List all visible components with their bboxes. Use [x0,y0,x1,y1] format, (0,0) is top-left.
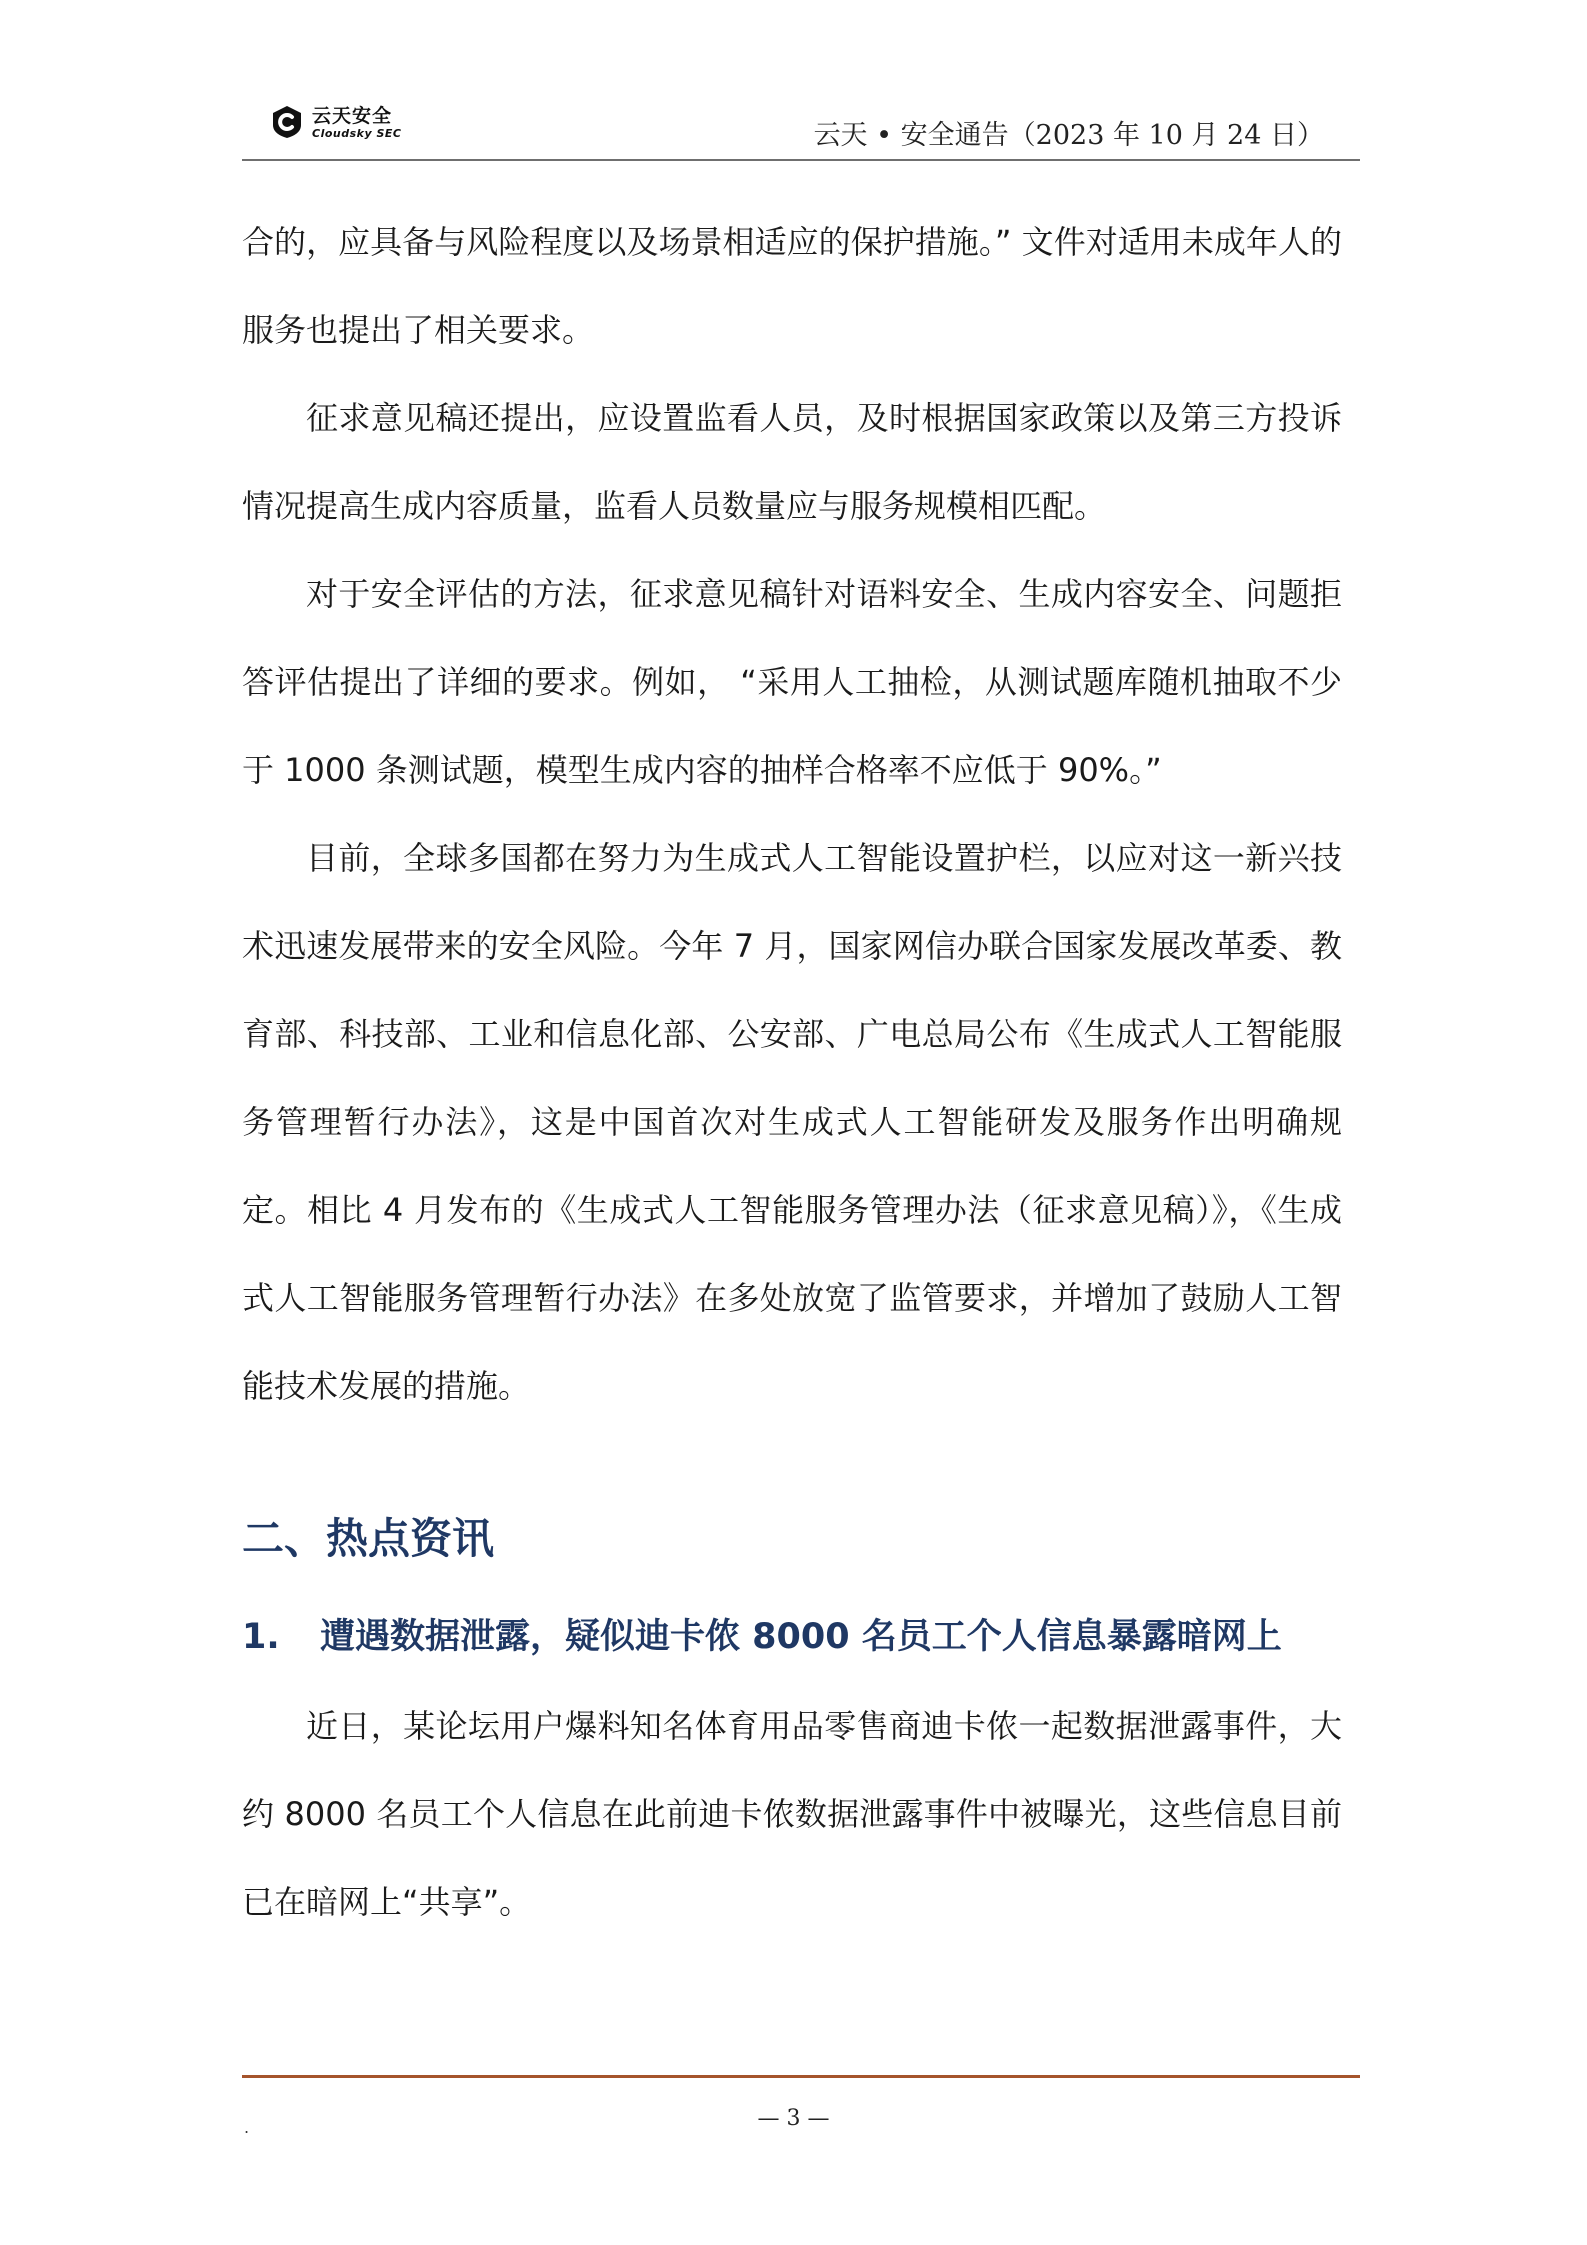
body-paragraph-3: 对于安全评估的方法，征求意见稿针对语料安全、生成内容安全、问题拒答评估提出了详细的要求。例如， “采用人工抽检，从测试题库随机抽取不少于 1000 条测试题，模型生成内容的抽样合格率不应低于 90%。” [242,575,1342,789]
cloudsky-logo-icon [270,105,304,139]
header-title: 云天 • 安全通告（2023 年 10 月 24 日） [813,120,1324,151]
header-divider [242,159,1360,161]
news-paragraph: 近日，某论坛用户爆料知名体育用品零售商迪卡侬一起数据泄露事件，大约 8000 名员工个人信息在此前迪卡侬数据泄露事件中被曝光，这些信息目前已在暗网上“共享”。 [242,1707,1342,1921]
footer-dot: . [244,2118,250,2137]
subheading-number: 1. [242,1617,280,1657]
logo-chinese-name: 云天安全 [312,105,393,127]
section-heading: 二、热点资讯 [242,1514,495,1563]
page-number: — 3 — [757,2106,830,2131]
body-paragraph-2: 征求意见稿还提出，应设置监看人员，及时根据国家政策以及第三方投诉情况提高生成内容质量，监看人员数量应与服务规模相匹配。 [242,399,1342,525]
subheading-text: 遭遇数据泄露，疑似迪卡侬 8000 名员工个人信息暴露暗网上 [320,1617,1282,1657]
body-paragraph-4: 目前，全球多国都在努力为生成式人工智能设置护栏，以应对这一新兴技术迅速发展带来的安全风险。今年 7 月，国家网信办联合国家发展改革委、教育部、科技部、工业和信息化部、公安部、广电总局公布《生成式人工智能服务管理暂行办法》，这是中国首次对生成式人工智能研发及服务作出明确规定。相比 4 月发布的《生成式人工智能服务管理办法（征求意见稿）》，《生成式人工智能服务管理暂行办法》在多处放宽了监管要求，并增加了鼓励人工智能技术发展的措施。 [242,839,1342,1405]
body-paragraph-1: 合的，应具备与风险程度以及场景相适应的保护措施。” 文件对适用未成年人的服务也提出了相关要求。 [242,223,1342,349]
logo-english-name: Cloudsky SEC [312,127,402,140]
document-body [242,198,1342,1946]
page-header [242,95,1360,161]
company-logo [270,99,430,147]
news-subheading [242,1592,1342,1682]
footer-divider [242,2075,1360,2078]
